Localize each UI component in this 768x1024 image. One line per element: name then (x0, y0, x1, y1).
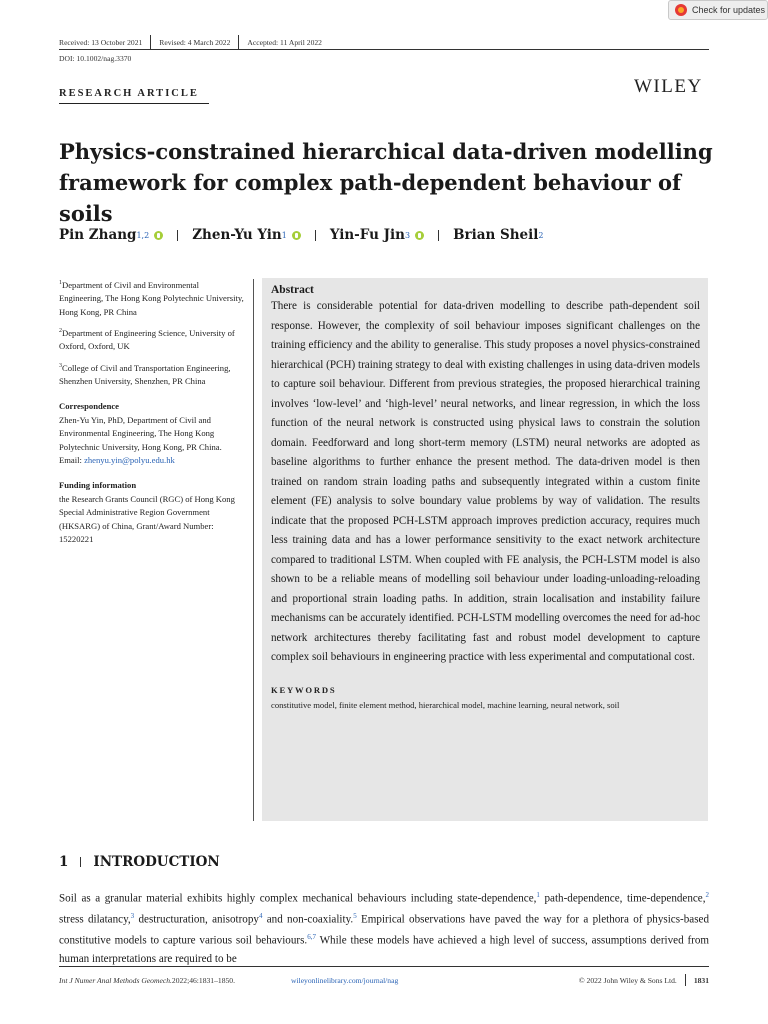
dates-row (59, 35, 322, 49)
text-run: While these models have achieved a high level of success, assumptions derived from human interpretations are required to be (59, 935, 710, 965)
affiliation-sup: 1 (59, 280, 62, 286)
copyright: © 2022 John Wiley & Sons Ltd. (578, 975, 677, 985)
header-rule (59, 49, 709, 50)
publisher-logo: WILEY (634, 76, 703, 97)
divider (150, 35, 151, 49)
author-affiliation-sup: 2 (538, 230, 544, 240)
reference-link[interactable]: 6,7 (307, 933, 316, 942)
correspondence-heading: Correspondence (59, 401, 119, 412)
author-affiliation-sup: 3 (404, 230, 411, 240)
abstract-heading: Abstract (271, 284, 314, 296)
affiliation-text: Department of Civil and Environmental Engineering, The Hong Kong Polytechnic University, Hong Kong, PR China (59, 279, 244, 317)
check-for-updates-label: Check for updates (692, 5, 766, 15)
author-name[interactable]: Yin-Fu Jin (329, 227, 405, 243)
page-footer (59, 973, 709, 987)
journal-name: Int J Numer Anal Methods Geomech. (59, 975, 172, 985)
correspondence-body: Zhen-Yu Yin, PhD, Department of Civil and Environmental Engineering, The Hong Kong Polytechnic University, Hong Kong, PR China. (59, 414, 222, 452)
affiliation (59, 277, 244, 319)
journal-url-link[interactable]: wileyonlinelibrary.com/journal/nag (290, 975, 399, 985)
footer-rule (59, 966, 709, 967)
text-run: and non-coaxiality. (262, 913, 354, 926)
email-link[interactable]: zhenyu.yin@polyu.edu.hk (84, 455, 175, 466)
orcid-icon[interactable] (154, 231, 163, 240)
affiliation-text: Department of Engineering Science, University of Oxford, Oxford, UK (59, 327, 235, 352)
text-run: stress dilatancy, (59, 913, 131, 926)
divider (80, 857, 81, 867)
divider (177, 230, 178, 241)
article-type: RESEARCH ARTICLE (59, 88, 199, 99)
check-for-updates-button[interactable] (668, 0, 768, 20)
author-name[interactable]: Zhen-Yu Yin (192, 227, 282, 243)
email-label: Email: (59, 455, 85, 466)
title-line-1: Physics-constrained hierarchical data-driven modelling (59, 139, 713, 164)
reference-link[interactable]: 3 (130, 912, 135, 921)
orcid-icon[interactable] (415, 231, 424, 240)
column-divider (253, 279, 254, 821)
side-info (59, 277, 244, 552)
title-line-2: framework for complex path-dependent behaviour of soils (59, 170, 682, 226)
revised-date: Revised: 4 March 2022 (159, 37, 231, 47)
page-number: 1831 (693, 975, 709, 985)
reference-link[interactable]: 5 (353, 912, 357, 921)
divider (238, 35, 239, 49)
citation: 2022;46:1831–1850. (171, 975, 235, 985)
section-title: INTRODUCTION (93, 854, 220, 870)
intro-paragraph (59, 887, 710, 965)
accepted-date: Accepted: 11 April 2022 (247, 37, 322, 47)
orcid-icon[interactable] (292, 231, 301, 240)
affiliation (59, 360, 244, 389)
author-list (59, 226, 543, 244)
article-type-rule (59, 103, 209, 104)
reference-link[interactable]: 1 (536, 891, 540, 899)
abstract-text: There is considerable potential for data-driven modelling to describe path-dependent soil response. However, the complexity of soil behaviour imposes significant challenges on the training efficiency and the ability to generalise. This study proposes a novel physics-constrained hierarchical (PCH) training strategy to deal with existing challenges in using data-driven models to capture soil behaviour. Different from previous strategies, the proposed hierarchical training involves ‘low-level’ and ‘high-level’ neural networks, and linear regression, in which the loss function of the neural network is constructed using physical laws to constrain the solution domain. Feedforward and long short-term memory (LSTM) neural networks are adopted as baseline algorithms to further enhance the present method. The data-driven model is then trained on random strain loading paths and subsequently integrated within a custom finite element (FE) analysis to solve boundary value problems by way of validation. The results indicate that the proposed PCH-LSTM approach improves prediction accuracy, requires much less training data and has a lower performance sensitivity to the exact network architecture compared to traditional LSTM. When coupled with FE analysis, the PCH-LSTM model is also shown to be a reliable means of modelling soil behaviour under loading-unloading-reloading and proportional strain loading paths. In addition, strain localisation and instability failure mechanisms can be accurately identified. PCH-LSTM modelling overcomes the need for ad-hoc network architectures thereby facilitating fast and robust model development to capture complex soil behaviours in engineering practice with less experimental and computational cost. (271, 300, 700, 663)
author-name[interactable]: Brian Sheil (453, 227, 539, 243)
divider (438, 230, 439, 241)
funding-text: the Research Grants Council (RGC) of Hong Kong Special Administrative Region Government (HKSARG) of China, Grant/Award Number: 15220221 (59, 493, 235, 545)
divider (685, 974, 686, 986)
reference-link[interactable]: 4 (258, 912, 263, 921)
reference-link[interactable]: 2 (705, 891, 709, 899)
funding-heading: Funding information (59, 480, 137, 491)
keywords-heading: KEYWORDS (271, 684, 337, 695)
author-affiliation-sup: 1,2 (136, 230, 150, 240)
received-date: Received: 13 October 2021 (59, 37, 143, 47)
author-name[interactable]: Pin Zhang (59, 227, 137, 243)
doi: DOI: 10.1002/nag.3370 (59, 54, 132, 63)
affiliation-sup: 2 (59, 328, 62, 335)
affiliation-text: College of Civil and Transportation Engineering, Shenzhen University, Shenzhen, PR China (59, 362, 231, 387)
keywords-text: constitutive model, finite element method, hierarchical model, machine learning, neural network, soil (271, 699, 620, 710)
abstract-box (262, 278, 708, 821)
divider (315, 230, 316, 241)
text-run: Soil as a granular material exhibits highly complex mechanical behaviours including state-dependence, (59, 892, 537, 905)
affiliation-sup: 3 (59, 362, 62, 369)
text-run: Empirical observations have paved the way for a plethora of physics-based constitutive models to capture various soil behaviours. (59, 913, 709, 948)
author-affiliation-sup: 1 (281, 230, 287, 240)
section-number: 1 (59, 854, 69, 870)
crossmark-icon (675, 4, 687, 16)
section-heading (59, 854, 220, 870)
correspondence-text (59, 414, 244, 468)
affiliation (59, 325, 244, 354)
paper-title (59, 136, 719, 229)
text-run: path-dependence, time-dependence, (539, 892, 706, 905)
text-run: destructuration, anisotropy (134, 913, 259, 926)
